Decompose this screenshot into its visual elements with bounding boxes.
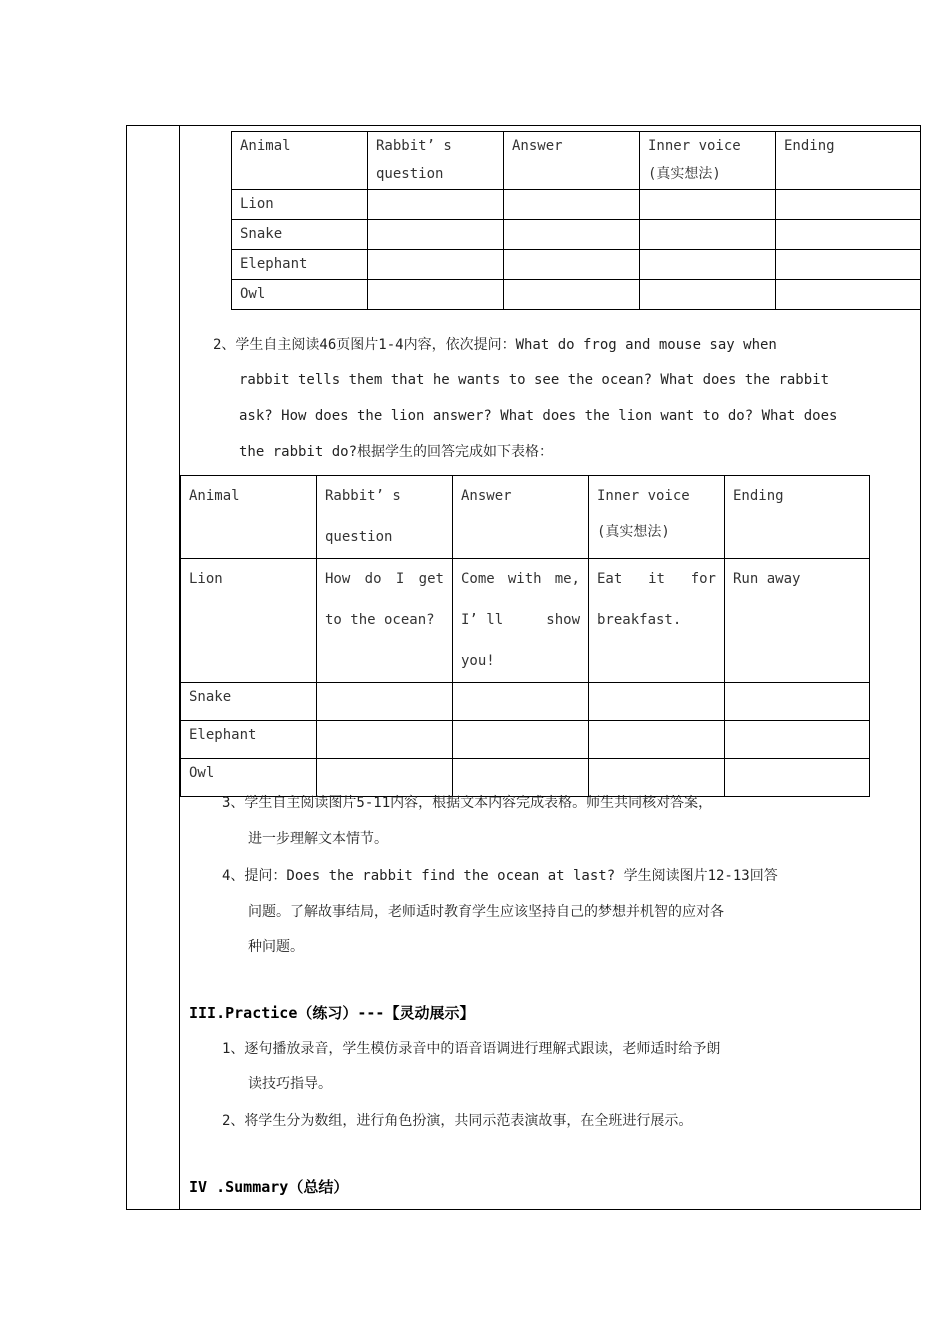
- row-label: Elephant: [181, 721, 317, 759]
- header-inner-voice: Inner voice (真实想法): [640, 132, 776, 190]
- table-row: [232, 280, 921, 310]
- header-ending: Ending: [725, 476, 870, 559]
- table-row: [181, 721, 870, 759]
- row-label: Lion: [181, 559, 317, 683]
- paragraph-line: 2、将学生分为数组，进行角色扮演，共同示范表演故事，在全班进行展示。: [222, 1113, 693, 1129]
- lion-ending-cell: Run away: [725, 559, 870, 683]
- header-answer: Answer: [504, 132, 640, 190]
- header-animal: Animal: [232, 132, 368, 190]
- row-label: Owl: [181, 759, 317, 797]
- header-question: Rabbit’ s question: [317, 476, 453, 559]
- section-heading-practice: III.Practice（练习）---【灵动展示】: [189, 1004, 475, 1022]
- row-label: Elephant: [232, 250, 368, 280]
- paragraph-line: ask? How does the lion answer? What does the lion want to do? What does: [239, 408, 838, 424]
- blank-worksheet-table: [231, 131, 921, 310]
- paragraph-line: 进一步理解文本情节。: [248, 831, 388, 847]
- paragraph-line: 读技巧指导。: [248, 1076, 332, 1092]
- table-row: [181, 559, 870, 683]
- table-row: [232, 250, 921, 280]
- paragraph-line: 2、学生自主阅读46页图片1-4内容，依次提问：What do frog and mouse say when: [213, 337, 777, 353]
- section-heading-summary: IV .Summary（总结）: [189, 1178, 349, 1196]
- header-question: Rabbit’ s question: [368, 132, 504, 190]
- row-label: Snake: [232, 220, 368, 250]
- header-ending: Ending: [776, 132, 921, 190]
- header-inner-voice: Inner voice (真实想法): [589, 476, 725, 559]
- paragraph-line: 4、提问：Does the rabbit find the ocean at last? 学生阅读图片12-13回答: [222, 868, 778, 884]
- table-row: [232, 190, 921, 220]
- row-label: Snake: [181, 683, 317, 721]
- answered-worksheet-table: [180, 475, 870, 797]
- lion-question-cell: How do I get to the ocean?: [317, 559, 453, 683]
- paragraph-line: 1、逐句播放录音，学生模仿录音中的语音语调进行理解式跟读，老师适时给予朗: [222, 1041, 721, 1057]
- paragraph-line: 问题。了解故事结局，老师适时教育学生应该坚持自己的梦想并机智的应对各: [248, 904, 724, 920]
- row-label: Owl: [232, 280, 368, 310]
- header-animal: Animal: [181, 476, 317, 559]
- lion-answer-cell: Come with me, I’ ll show you!: [453, 559, 589, 683]
- table-row: [181, 683, 870, 721]
- lion-inner-voice-cell: Eat it for breakfast.: [589, 559, 725, 683]
- header-answer: Answer: [453, 476, 589, 559]
- row-label: Lion: [232, 190, 368, 220]
- table-row: [232, 220, 921, 250]
- paragraph-line: 3、学生自主阅读图片5-11内容，根据文本内容完成表格。师生共同核对答案，: [222, 795, 713, 811]
- paragraph-line: 种问题。: [248, 939, 304, 955]
- paragraph-line: rabbit tells them that he wants to see the ocean? What does the rabbit: [239, 372, 830, 388]
- paragraph-line: the rabbit do?根据学生的回答完成如下表格：: [239, 444, 554, 460]
